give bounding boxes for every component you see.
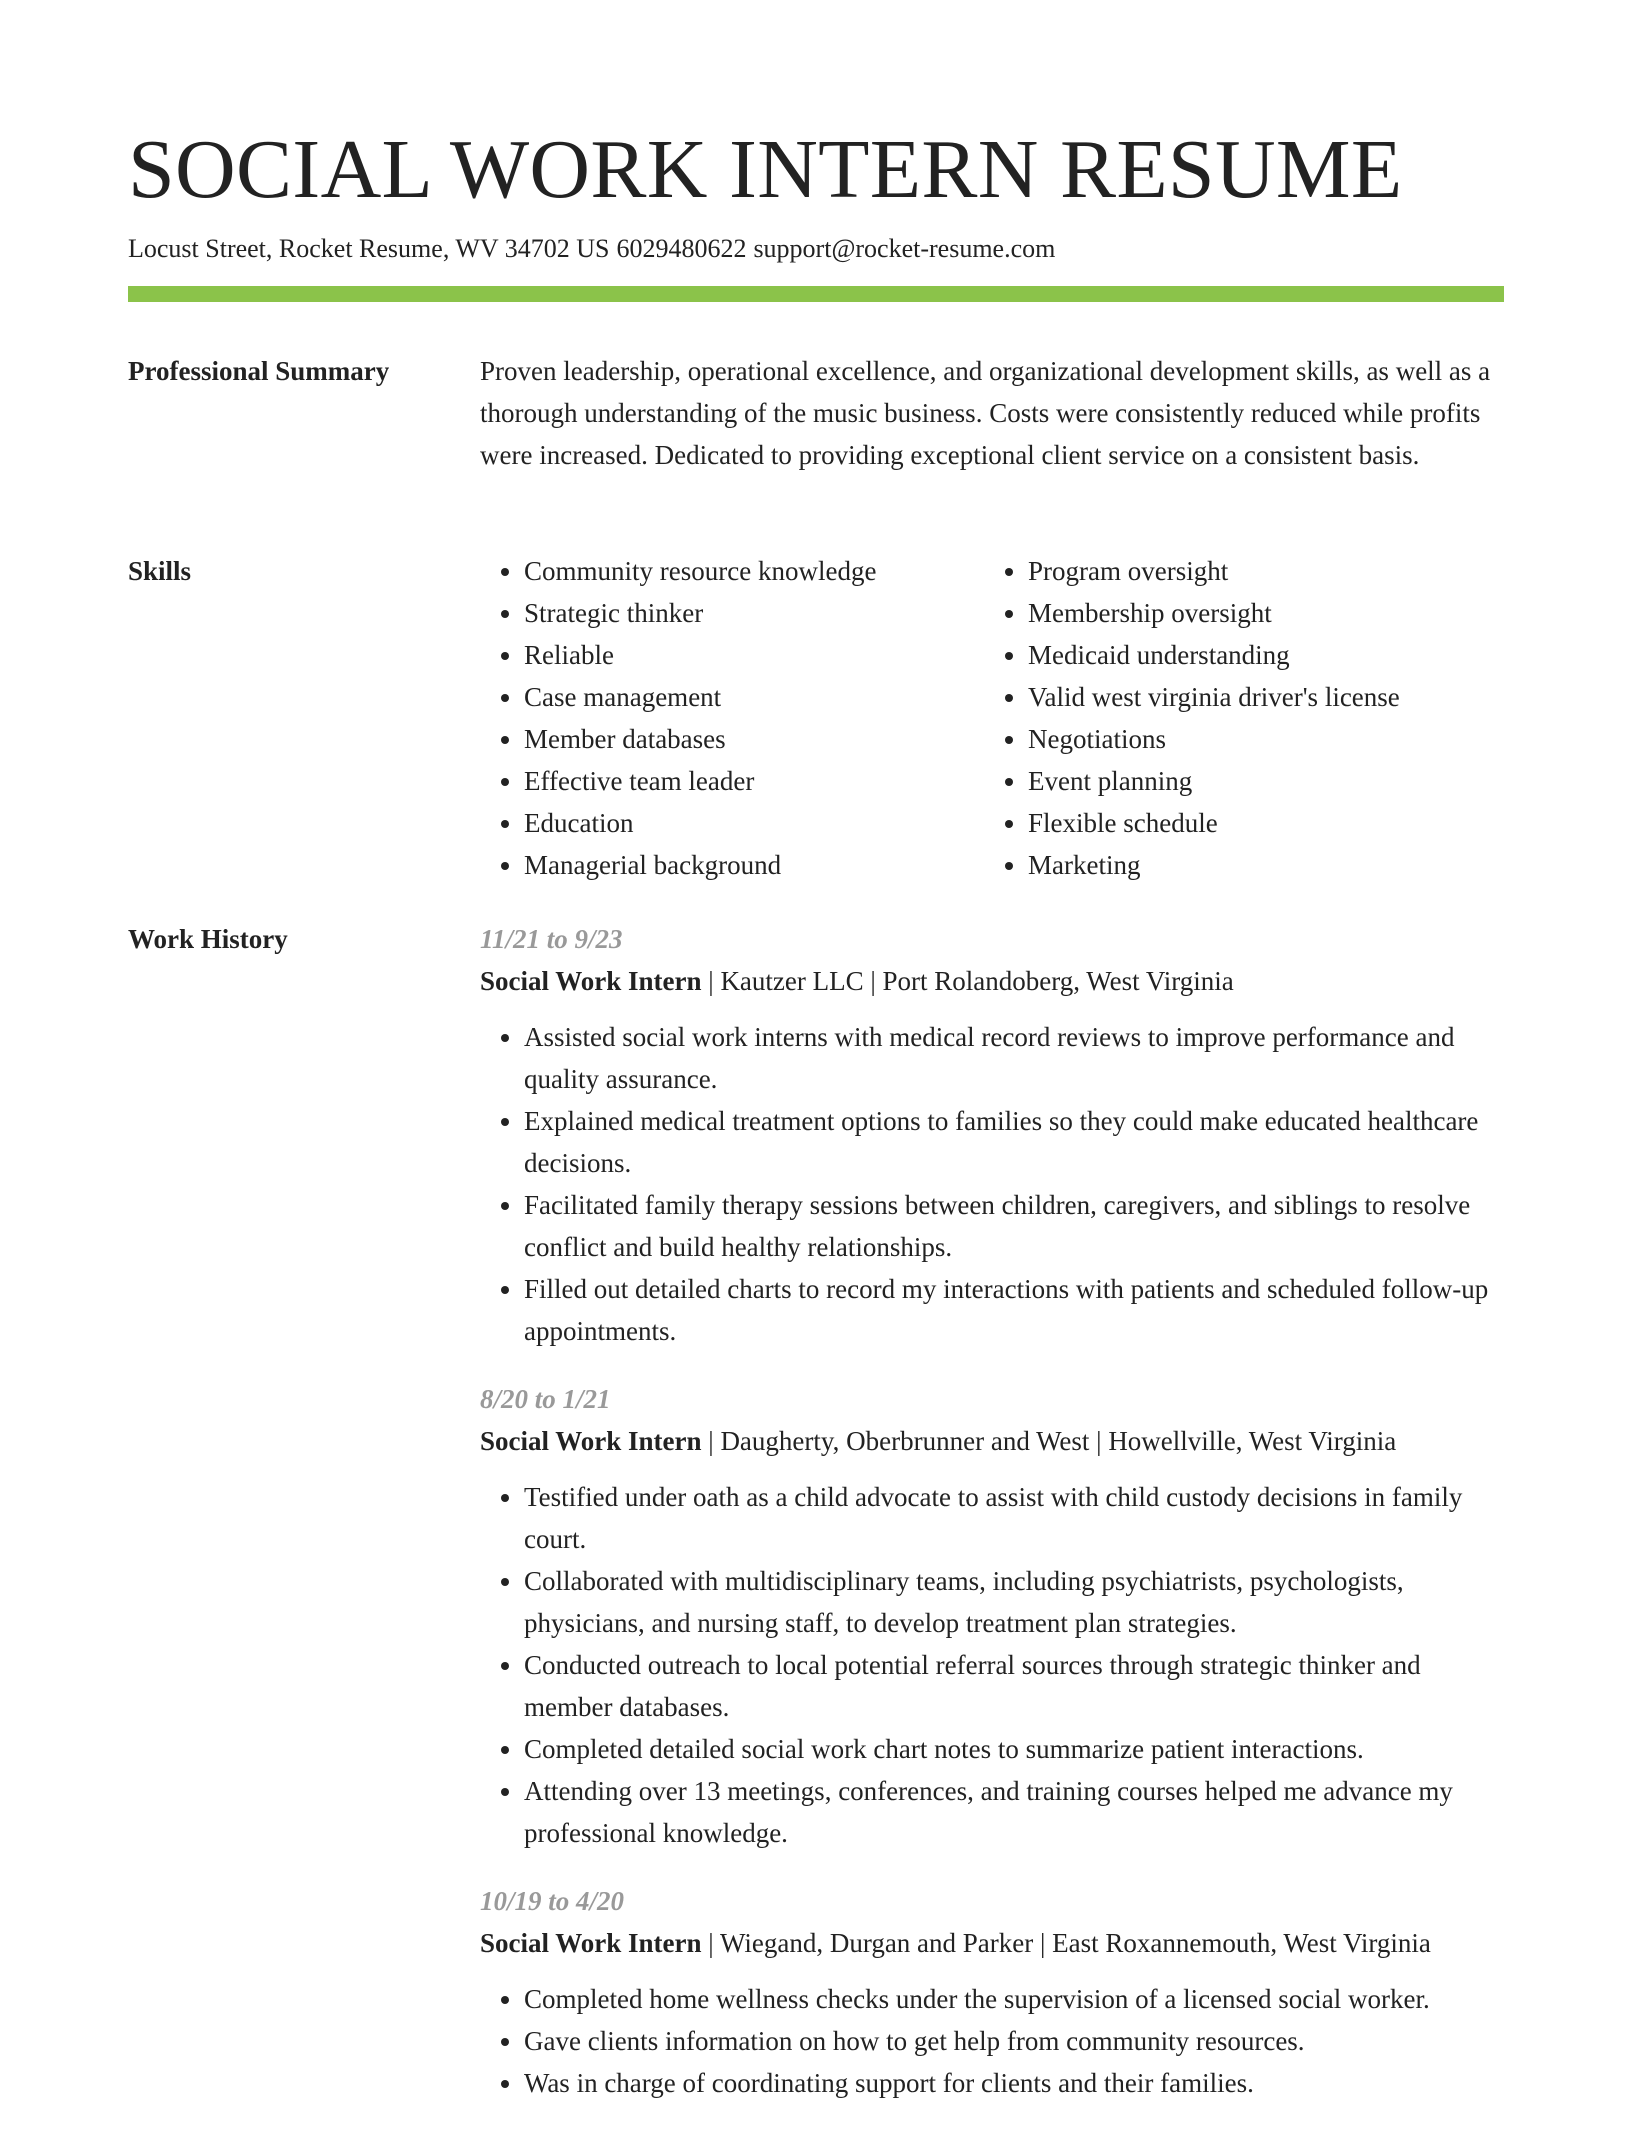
skills-heading: Skills xyxy=(128,556,192,586)
work-history-body xyxy=(480,918,1504,2130)
job-dates: 8/20 to 1/21 xyxy=(480,1384,611,1414)
skills-list-right xyxy=(984,550,1488,886)
job-bullet: • Completed detailed social work chart notes to summarize patient interactions. xyxy=(524,1728,1504,1770)
job-entry xyxy=(480,1378,1504,1854)
skills-body xyxy=(480,550,1504,886)
work-history-heading: Work History xyxy=(128,924,288,954)
job-separator: | xyxy=(1096,1426,1102,1456)
job-location: Howellville, West Virginia xyxy=(1108,1426,1397,1456)
skill-item: • Strategic thinker xyxy=(524,592,984,634)
job-dates: 11/21 to 9/23 xyxy=(480,924,623,954)
job-separator: | xyxy=(708,1426,714,1456)
job-separator: | xyxy=(1040,1928,1046,1958)
job-title: Social Work Intern xyxy=(480,1426,702,1456)
summary-heading: Professional Summary xyxy=(128,356,390,386)
summary-text: Proven leadership, operational excellence, and organizational development skills, as well as a thorough understanding of the music business. Costs were consistently reduced while profits were increased. Dedicated to providing exceptional client service on a consistent basis. xyxy=(480,356,1491,470)
job-dates: 10/19 to 4/20 xyxy=(480,1886,625,1916)
job-heading xyxy=(480,1922,1504,1964)
skill-item: • Effective team leader xyxy=(524,760,984,802)
skill-item: • Valid west virginia driver's license xyxy=(1028,676,1488,718)
job-bullet: • Conducted outreach to local potential referral sources through strategic thinker and member databases. xyxy=(524,1644,1504,1728)
skill-item: • Member databases xyxy=(524,718,984,760)
job-title: Social Work Intern xyxy=(480,966,702,996)
skill-item: • Case management xyxy=(524,676,984,718)
job-entry xyxy=(480,918,1504,1352)
job-bullet: • Testified under oath as a child advocate to assist with child custody decisions in family court. xyxy=(524,1476,1504,1560)
job-location: East Roxannemouth, West Virginia xyxy=(1052,1928,1431,1958)
skill-item: • Reliable xyxy=(524,634,984,676)
header-divider xyxy=(128,286,1504,302)
skill-item: • Flexible schedule xyxy=(1028,802,1488,844)
job-bullet-list xyxy=(480,1016,1504,1352)
skill-item: • Membership oversight xyxy=(1028,592,1488,634)
job-bullet: • Assisted social work interns with medical record reviews to improve performance and quality assurance. xyxy=(524,1016,1504,1100)
skills-columns xyxy=(480,550,1504,886)
job-bullet: • Completed home wellness checks under the supervision of a licensed social worker. xyxy=(524,1978,1504,2020)
skills-list-left xyxy=(480,550,984,886)
job-company: Daugherty, Oberbrunner and West xyxy=(720,1426,1090,1456)
skill-item: • Marketing xyxy=(1028,844,1488,886)
summary-body xyxy=(480,350,1504,476)
skill-item: • Education xyxy=(524,802,984,844)
job-bullet: • Facilitated family therapy sessions between children, caregivers, and siblings to resolve conflict and build healthy relationships. xyxy=(524,1184,1504,1268)
contact-email: support@rocket-resume.com xyxy=(753,234,1056,263)
job-separator: | xyxy=(708,966,714,996)
skill-item: • Medicaid understanding xyxy=(1028,634,1488,676)
skill-item: • Program oversight xyxy=(1028,550,1488,592)
job-company: Wiegand, Durgan and Parker xyxy=(719,1928,1034,1958)
job-bullet: • Was in charge of coordinating support for clients and their families. xyxy=(524,2062,1504,2104)
contact-phone: 6029480622 xyxy=(616,234,747,263)
job-company: Kautzer LLC xyxy=(720,966,864,996)
job-bullet: • Filled out detailed charts to record my interactions with patients and scheduled follow-up appointments. xyxy=(524,1268,1504,1352)
job-bullet: • Gave clients information on how to get help from community resources. xyxy=(524,2020,1504,2062)
skill-item: • Managerial background xyxy=(524,844,984,886)
skill-item: • Event planning xyxy=(1028,760,1488,802)
job-separator: | xyxy=(870,966,876,996)
job-separator: | xyxy=(708,1928,714,1958)
job-location: Port Rolandoberg, West Virginia xyxy=(882,966,1234,996)
job-heading xyxy=(480,960,1504,1002)
job-title: Social Work Intern xyxy=(480,1928,702,1958)
job-entry xyxy=(480,1880,1504,2104)
contact-address: Locust Street, Rocket Resume, WV 34702 US xyxy=(128,234,610,263)
contact-line xyxy=(128,232,1055,266)
job-bullet-list xyxy=(480,1978,1504,2104)
resume-title: SOCIAL WORK INTERN RESUME xyxy=(128,123,1403,216)
skill-item: • Community resource knowledge xyxy=(524,550,984,592)
job-bullet: • Attending over 13 meetings, conferences, and training courses helped me advance my professional knowledge. xyxy=(524,1770,1504,1854)
job-bullet-list xyxy=(480,1476,1504,1854)
job-heading xyxy=(480,1420,1504,1462)
job-bullet: • Collaborated with multidisciplinary teams, including psychiatrists, psychologists, physicians, and nursing staff, to develop treatment plan strategies. xyxy=(524,1560,1504,1644)
job-bullet: • Explained medical treatment options to families so they could make educated healthcare decisions. xyxy=(524,1100,1504,1184)
skill-item: • Negotiations xyxy=(1028,718,1488,760)
